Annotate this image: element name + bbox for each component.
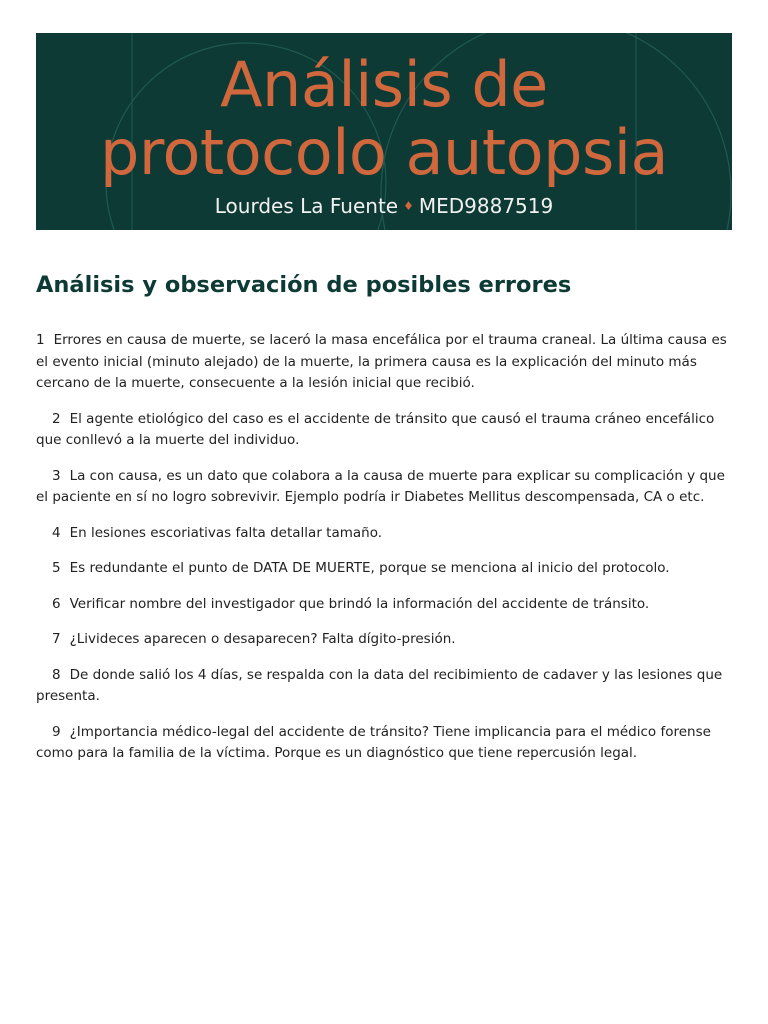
item-number: 5 xyxy=(52,560,61,576)
item-number: 8 xyxy=(52,666,61,683)
item-text: El agente etiológico del caso es el accidente de tránsito que causó el trauma cráneo encefálico que conllevó a la muerte del individuo. xyxy=(36,410,715,448)
observations-list xyxy=(36,330,732,779)
title-line-2: protocolo autopsia xyxy=(100,116,668,189)
item-number: 3 xyxy=(52,467,61,484)
item-text: En lesiones escoriativas falta detallar tamaño. xyxy=(69,524,383,541)
list-item xyxy=(36,330,732,395)
list-item xyxy=(36,558,732,580)
item-text: Verificar nombre del investigador que brindó la información del accidente de tránsito. xyxy=(69,595,650,612)
list-item xyxy=(36,409,732,452)
list-item xyxy=(36,629,732,651)
list-item xyxy=(36,466,732,509)
item-number: 4 xyxy=(52,524,61,541)
title-line-1: Análisis de xyxy=(220,48,548,121)
author-line xyxy=(36,193,732,219)
item-number: 6 xyxy=(52,595,61,612)
author-name: Lourdes La Fuente xyxy=(214,194,399,218)
document-title xyxy=(36,48,732,189)
list-item xyxy=(36,665,732,708)
item-number: 2 xyxy=(52,410,61,427)
diamond-separator-icon: ♦ xyxy=(403,199,414,213)
item-text: Es redundante el punto de DATA DE MUERTE, porque se menciona al inicio del protocolo. xyxy=(69,560,670,576)
title-banner xyxy=(36,33,732,230)
item-text: ¿Importancia médico-legal del accidente de tránsito? Tiene implicancia para el médico forense como para la familia de la víctima. Porque es un diagnóstico que tiene repercusión legal. xyxy=(36,723,711,761)
item-text: ¿Livideces aparecen o desaparecen? Falta dígito-presión. xyxy=(69,631,456,647)
item-text: De donde salió los 4 días, se respalda con la data del recibimiento de cadaver y las lesiones que presenta. xyxy=(36,666,723,704)
item-number: 1 xyxy=(36,332,45,348)
item-number: 7 xyxy=(52,631,61,647)
item-number: 9 xyxy=(52,723,61,740)
student-code: MED9887519 xyxy=(418,194,554,218)
list-item xyxy=(36,722,732,765)
item-text: Errores en causa de muerte, se laceró la masa encefálica por el trauma craneal. La última causa es el evento inicial (minuto alejado) de la muerte, la primera causa es la explicación del minuto más cercano de la muerte, consecuente a la lesión inicial que recibió. xyxy=(36,332,727,391)
list-item xyxy=(36,523,732,545)
item-text: La con causa, es un dato que colabora a la causa de muerte para explicar su complicación y que el paciente en sí no logro sobrevivir. Ejemplo podría ir Diabetes Mellitus descompensada, CA o etc. xyxy=(36,467,725,505)
list-item xyxy=(36,594,732,616)
section-heading: Análisis y observación de posibles errores xyxy=(36,272,572,298)
